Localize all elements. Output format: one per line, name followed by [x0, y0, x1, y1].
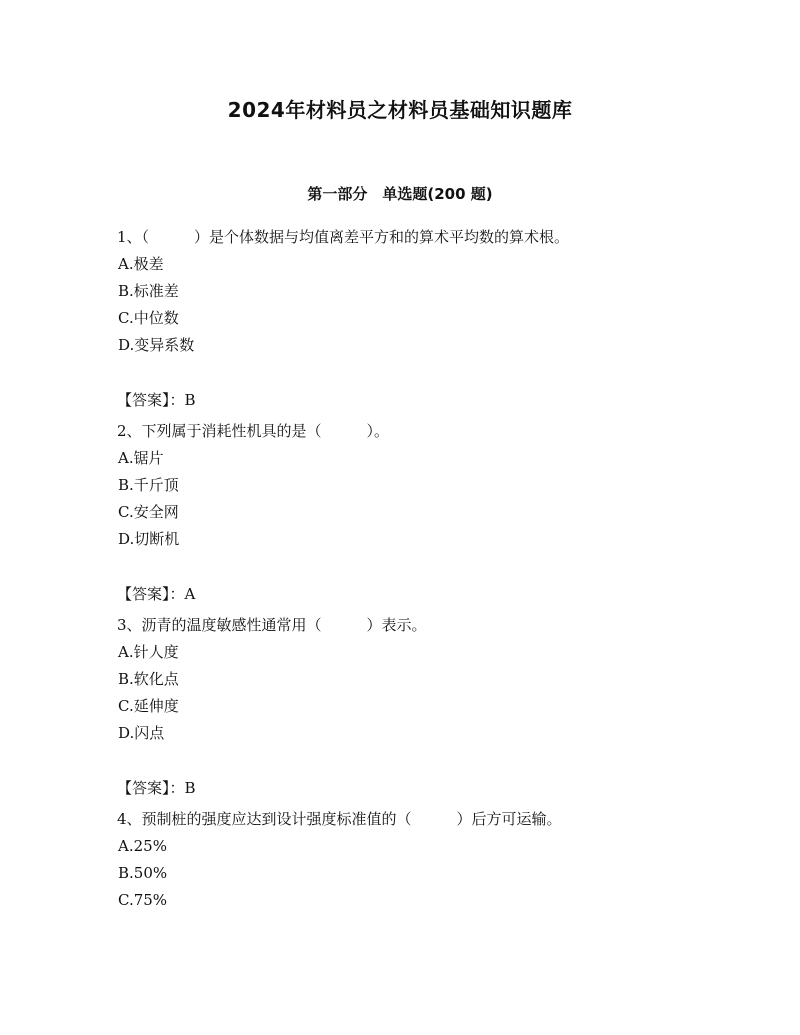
- option-c: C.75%: [118, 891, 168, 909]
- option-b: B.软化点: [118, 670, 179, 688]
- question-2: [117, 418, 737, 608]
- option-d: D.切断机: [118, 530, 180, 548]
- option-a: A.针人度: [118, 643, 179, 661]
- option-b: B.标准差: [118, 282, 179, 300]
- question-stem: 4、预制桩的强度应达到设计强度标准值的（ ）后方可运输。: [117, 810, 562, 828]
- option-d: D.变异系数: [118, 336, 195, 354]
- question-stem: 2、下列属于消耗性机具的是（ ）。: [117, 422, 390, 440]
- option-c: C.中位数: [118, 309, 179, 327]
- answer-line: 【答案】：B: [117, 779, 196, 797]
- option-c: C.安全网: [118, 503, 179, 521]
- question-stem: 1、（ ）是个体数据与均值离差平方和的算术平均数的算术根。: [117, 228, 570, 246]
- option-b: B.千斤顶: [118, 476, 179, 494]
- question-1: [117, 224, 737, 414]
- page-title: 2024年材料员之材料员基础知识题库: [227, 98, 573, 122]
- section-title: 第一部分 单选题(200 题): [307, 185, 493, 203]
- question-4: [117, 806, 737, 914]
- option-a: A.极差: [118, 255, 164, 273]
- answer-line: 【答案】：B: [117, 391, 196, 409]
- option-a: A.锯片: [118, 449, 164, 467]
- option-b: B.50%: [118, 864, 168, 882]
- option-a: A.25%: [118, 837, 167, 855]
- question-stem: 3、沥青的温度敏感性通常用（ ）表示。: [117, 616, 427, 634]
- option-d: D.闪点: [118, 724, 165, 742]
- option-c: C.延伸度: [118, 697, 179, 715]
- question-list: [117, 224, 737, 914]
- question-3: [117, 612, 737, 802]
- answer-line: 【答案】：A: [117, 585, 196, 603]
